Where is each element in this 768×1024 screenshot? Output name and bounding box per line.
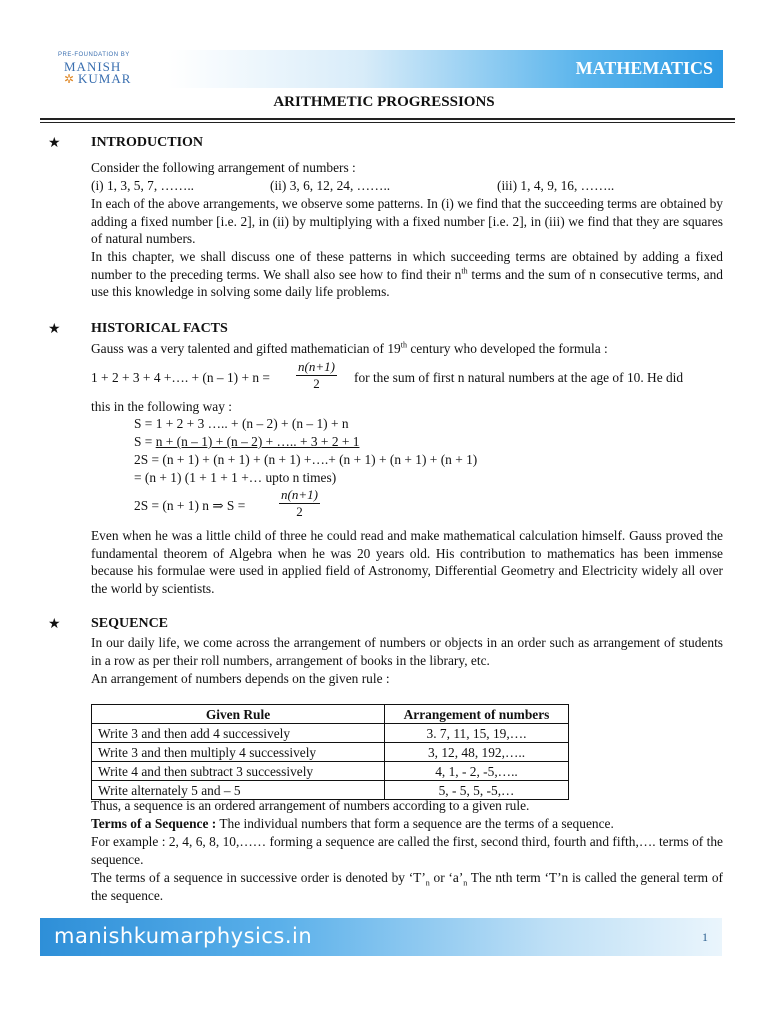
table-cell: 3, 12, 48, 192,….. [385, 743, 569, 762]
page-number: 1 [702, 930, 708, 944]
section-heading-sequence: SEQUENCE [91, 616, 169, 631]
intro-line: Consider the following arrangement of numbers : [91, 160, 356, 175]
title-rule [40, 118, 735, 120]
logo-line1: MANISH [64, 59, 122, 74]
intro-paragraph-2-text-b: terms and the sum of n consecutive terms, and use this knowledge in solving some daily life problems. [91, 266, 723, 299]
sequence-paragraph-4: For example : 2, 4, 6, 8, 10,…… forming a sequence are called the first, second third, fourth and fifth,…. terms of the sequence. [91, 834, 723, 867]
table-cell: 4, 1, - 2, -5,….. [385, 762, 569, 781]
table-header: Given Rule [92, 705, 385, 724]
footer-banner [40, 918, 722, 956]
logo-line2: KUMAR [78, 71, 132, 86]
intro-paragraph-2-text-a: In this chapter, we shall discuss one of these patterns in which succeeding terms are obtained by adding a fixed number to the preceding terms. We shall also see how to find their n [91, 249, 723, 282]
derivation-step-2-prefix: S = [134, 434, 156, 449]
sequence-paragraph-2: An arrangement of numbers depends on the given rule : [91, 671, 390, 686]
table-cell: Write 3 and then multiply 4 successively [92, 743, 385, 762]
history-paragraph: Even when he was a little child of three he could read and make mathematical calculation himself. Gauss proved the fundamental theorem of Algebra when he was 20 years old. His contribution to mathematics has been immense because his formulae were used in applied field of Astronomy, Differential Geometry and Electricity widely all over the world by scientists. [91, 528, 723, 596]
derivation-step-2-underlined: n + (n – 1) + (n – 2) + ….. + 3 + 2 + 1 [155, 434, 360, 449]
logo-pre-text: PRE-FOUNDATION BY [58, 52, 130, 58]
subject-label: MATHEMATICS [575, 58, 713, 78]
superscript: th [400, 340, 407, 350]
title-rule-thin [40, 122, 735, 123]
publisher-logo [58, 50, 158, 92]
star-bullet-icon: ★ [48, 322, 61, 337]
para5-text-b: or ‘a’ [429, 870, 464, 885]
subscript: n [425, 878, 430, 888]
section-heading-historical-facts: HISTORICAL FACTS [91, 321, 228, 336]
para5-text-a: The terms of a sequence in successive order is denoted by ‘T’ [91, 870, 426, 885]
terms-label: Terms of a Sequence : [91, 816, 217, 831]
superscript: th [461, 266, 468, 276]
table-row [92, 724, 569, 743]
gauss-formula-fraction [296, 359, 337, 392]
terms-of-sequence-line [91, 815, 723, 833]
sequence-paragraph-1: In our daily life, we come across the arrangement of numbers or objects in an order such as arrangement of students in a row as per their roll numbers, arrangement of books in the library, etc. [91, 635, 723, 668]
intro-item-1: (i) 1, 3, 5, 7, …….. [91, 178, 195, 193]
history-line-3: this in the following way : [91, 399, 232, 414]
star-bullet-icon: ★ [48, 617, 61, 632]
page-title: ARITHMETIC PROGRESSIONS [273, 94, 495, 110]
history-line-1-text-a: Gauss was a very talented and gifted mathematician of 19 [91, 341, 401, 356]
intro-paragraph-1: In each of the above arrangements, we observe some patterns. In (i) we find that the succeeding terms are obtained by adding a fixed number [i.e. 2], in (ii) by multiplying with a fixed number [i.e. 2], in (iii) we find that they are squares of natural numbers. [91, 196, 723, 246]
fraction-denominator: 2 [296, 504, 303, 519]
fraction-numerator: n(n+1) [298, 359, 335, 374]
derivation-step-5: 2S = (n + 1) n ⇒ S = [134, 498, 246, 513]
intro-paragraph-2 [91, 248, 723, 301]
subscript: n [463, 878, 468, 888]
table-cell: 3. 7, 11, 15, 19,…. [385, 724, 569, 743]
history-line-1-text-b: century who developed the formula : [406, 341, 608, 356]
derivation-step-4: = (n + 1) (1 + 1 + 1 +… upto n times) [134, 470, 337, 485]
gauss-formula-rhs: for the sum of first n natural numbers at the age of 10. He did [354, 370, 684, 385]
fraction-numerator: n(n+1) [281, 487, 318, 502]
table-cell: Write alternately 5 and – 5 [92, 781, 385, 800]
derivation-step-1: S = 1 + 2 + 3 ….. + (n – 2) + (n – 1) + n [134, 416, 349, 431]
table-header: Arrangement of numbers [385, 705, 569, 724]
star-bullet-icon: ★ [48, 136, 61, 151]
table-header-row [92, 705, 569, 724]
subject-banner [168, 50, 723, 88]
derivation-step-2 [134, 433, 359, 451]
table-row [92, 762, 569, 781]
intro-item-3: (iii) 1, 4, 9, 16, …….. [497, 178, 615, 193]
rule-table [91, 704, 569, 800]
sequence-paragraph-5 [91, 869, 723, 904]
table-cell: 5, - 5, 5, -5,… [385, 781, 569, 800]
intro-item-2: (ii) 3, 6, 12, 24, …….. [270, 178, 391, 193]
table-cell: Write 3 and then add 4 successively [92, 724, 385, 743]
derivation-fraction [279, 487, 320, 520]
para5-text-c: The nth term ‘T’n is called the general term of the sequence. [91, 870, 723, 903]
terms-text: The individual numbers that form a sequence are the terms of a sequence. [216, 816, 614, 831]
fraction-denominator: 2 [313, 376, 320, 391]
gauss-formula-lhs: 1 + 2 + 3 + 4 +…. + (n – 1) + n = [91, 370, 270, 385]
table-row [92, 743, 569, 762]
gear-icon: ✲ [64, 72, 75, 86]
sequence-paragraph-3: Thus, a sequence is an ordered arrangement of numbers according to a given rule. [91, 798, 530, 813]
derivation-step-3: 2S = (n + 1) + (n + 1) + (n + 1) +….+ (n + 1) + (n + 1) + (n + 1) [134, 452, 478, 467]
table-cell: Write 4 and then subtract 3 successively [92, 762, 385, 781]
footer-website: manishkumarphysics.in [54, 924, 313, 948]
section-heading-introduction: INTRODUCTION [91, 135, 204, 150]
history-line-1 [91, 340, 723, 358]
